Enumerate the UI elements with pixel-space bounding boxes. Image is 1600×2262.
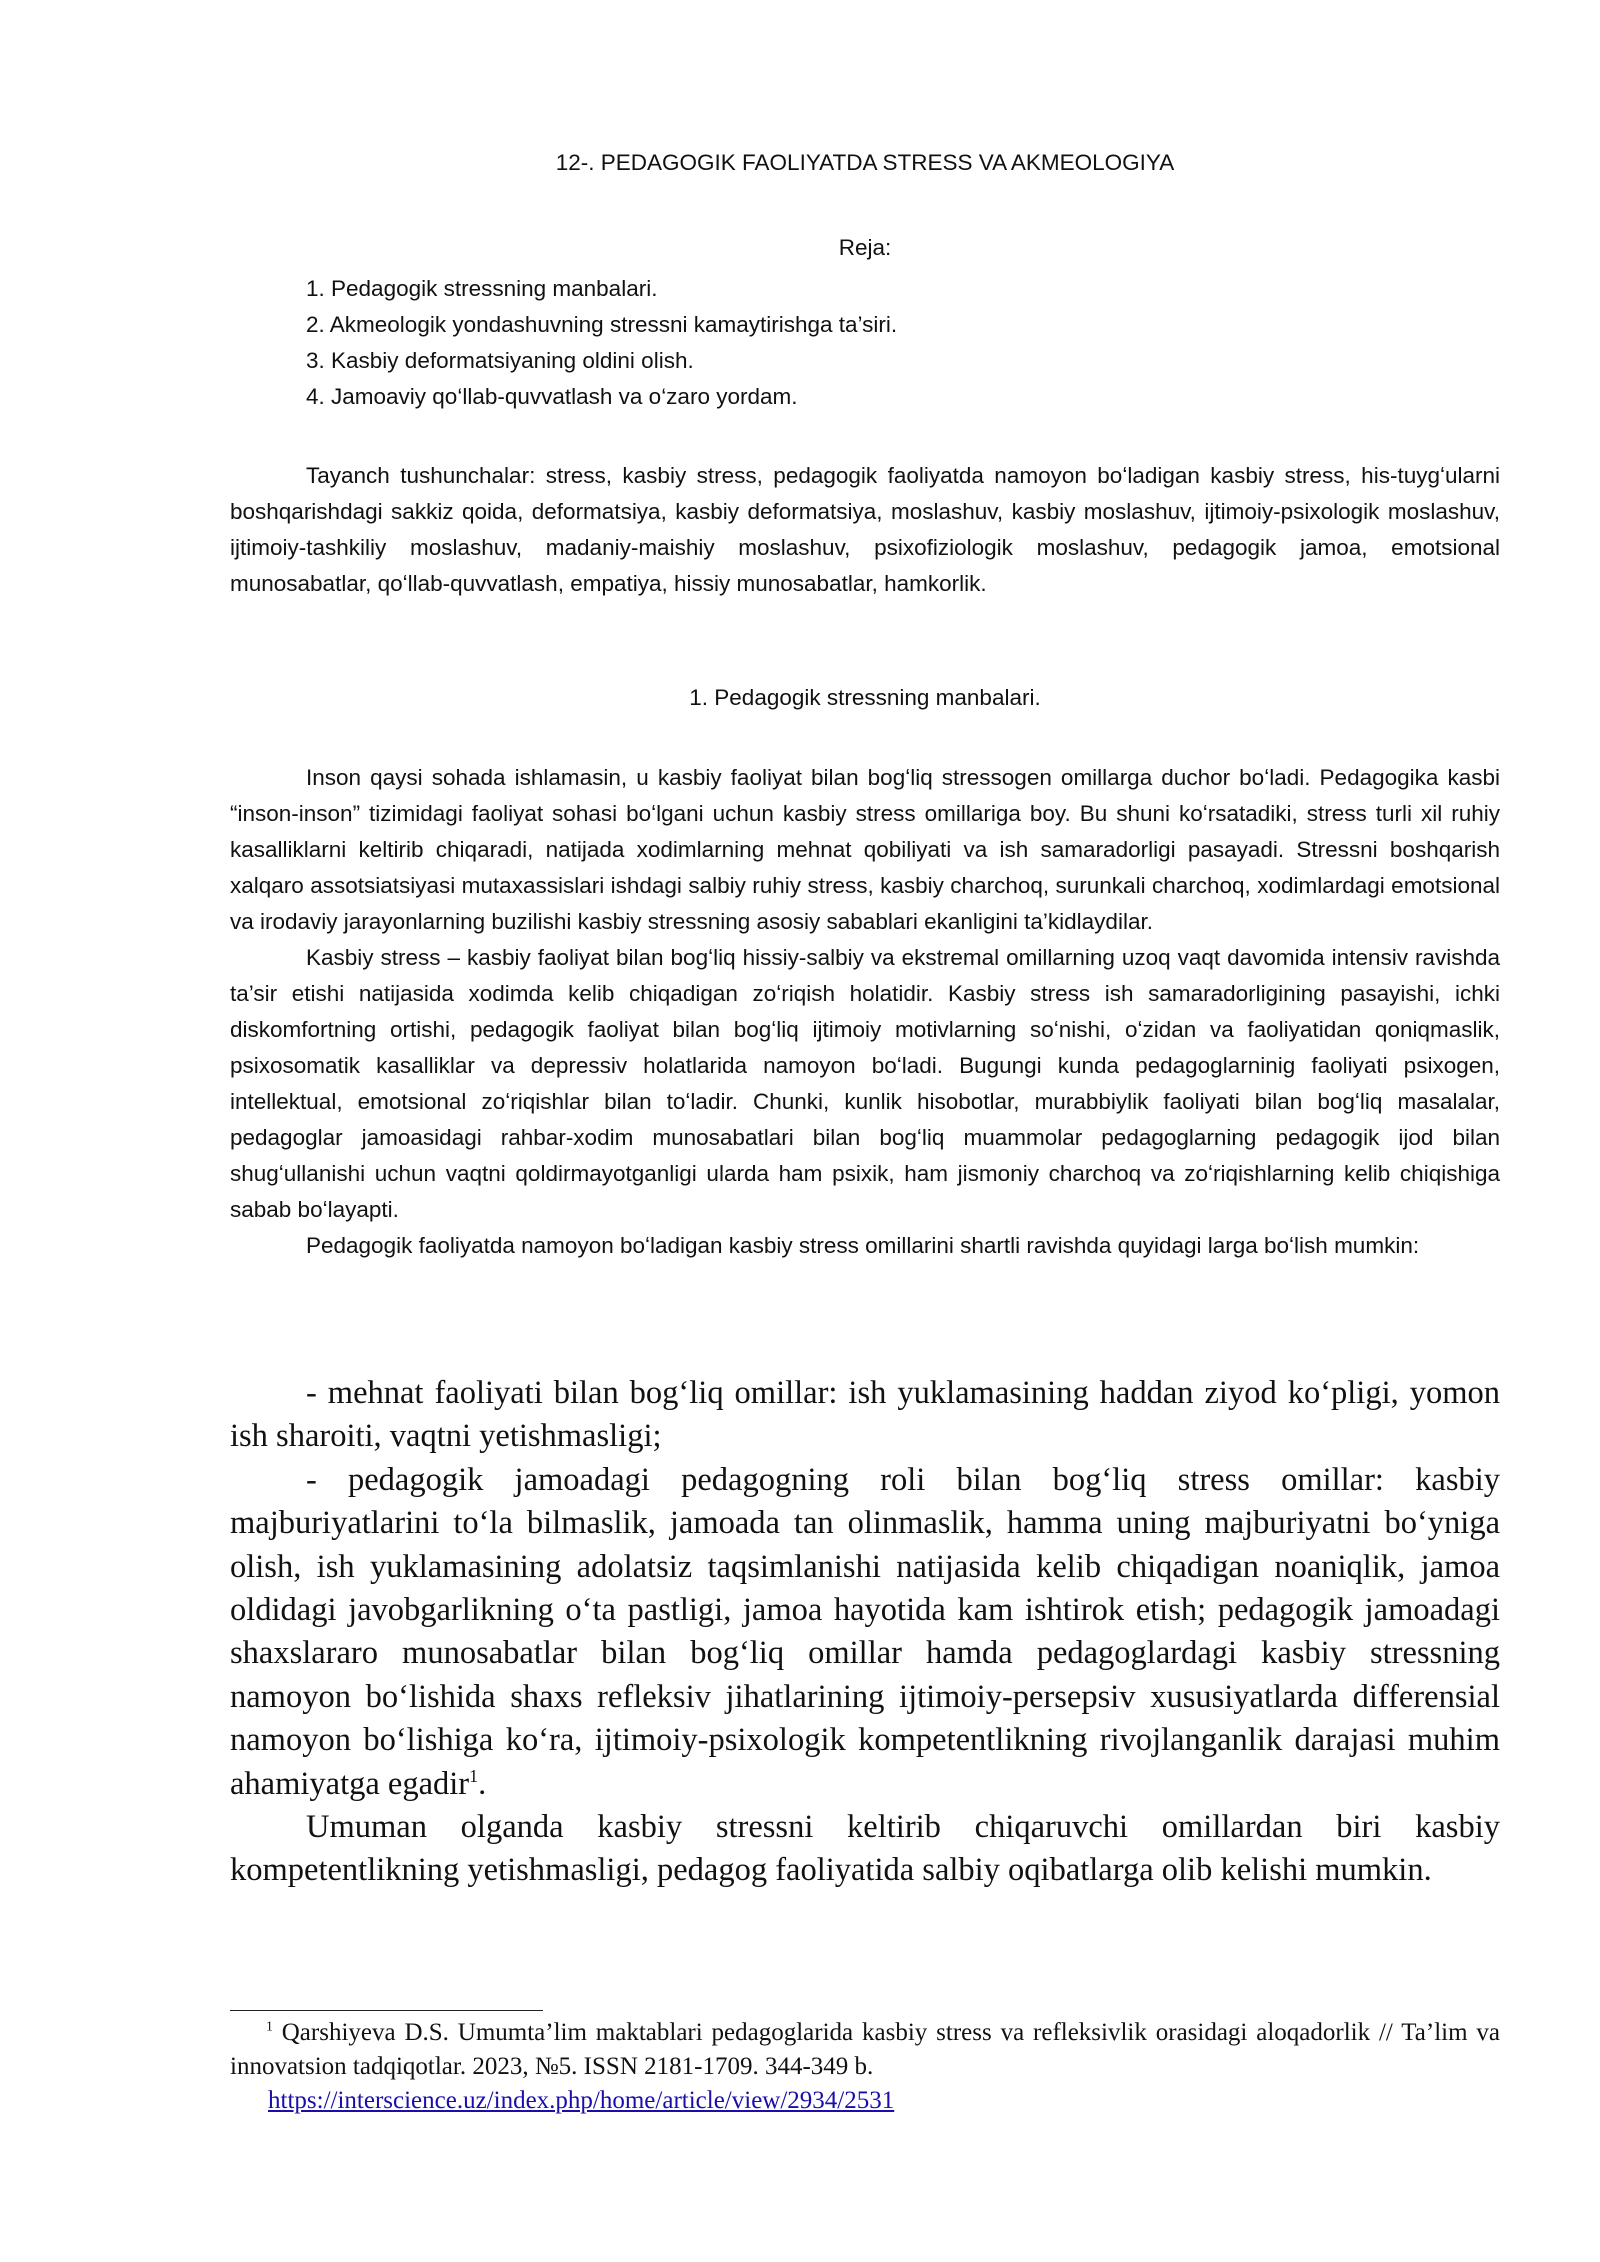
footnote-marker: 1 <box>266 2018 273 2034</box>
footnote-link[interactable]: https://interscience.uz/index.php/home/article/view/2934/2531 <box>268 2087 895 2114</box>
body-paragraph: - pedagogik jamoadagi pedagogning roli bilan bog‘liq stress omillar: kasbiy majburiyatlarini to‘la bilmaslik, jamoada tan olinmaslik, hamma uning majburiyatni bo‘yniga olish, ish yuklamasining adolatsiz taqsimlanishi natijasida kelib chiqadigan noaniqlik, jamoa oldidagi javobgarlikning o‘ta pastligi, jamoa hayotida kam ishtirok etish; pedagogik jamoadagi shaxslararo munosabatlar bilan bog‘liq omillar hamda pedagoglardagi kasbiy stressning namoyon bo‘lishida shaxs refleksiv jihatlarining ijtimoiy-persepsiv xususiyatlarda differensial namoyon bo‘lishiga ko‘ra, ijtimoiy-psixologik kompetentlikning rivojlanganlik darajasi muhim ahamiyatga egadir$^1$. <box>230 1461 1500 1802</box>
key-terms-paragraph: Tayanch tushunchalar: stress, kasbiy stress, pedagogik faoliyatda namoyon boʻladigan kasbiy stress, his-tuygʻularni boshqarishdagi sakkiz qoida, deformatsiya, kasbiy deformatsiya, moslashuv, kasbiy moslashuv, ijtimoiy-psixologik moslashuv, ijtimoiy-tashkiliy moslashuv, madaniy-maishiy moslashuv, psixofiziologik moslashuv, pedagogik jamoa, emotsional munosabatlar, qoʻllab-quvvatlash, empatiya, hissiy munosabatlar, hamkorlik. <box>230 463 1500 596</box>
body-paragraph-text: - pedagogik jamoadagi pedagogning roli bilan bog‘liq stress omillar: kasbiy majburiyatlarini to‘la bilmaslik, jamoada tan olinmaslik, hamma uning majburiyatni bo‘yniga olish, ish yuklamasining adolatsiz taqsimlanishi natijasida kelib chiqadigan noaniqlik, jamoa oldidagi javobgarlikning o‘ta pastligi, jamoa hayotida kam ishtirok etish; pedagogik jamoadagi shaxslararo munosabatlar bilan bog‘liq omillar hamda pedagoglardagi kasbiy stressning namoyon bo‘lishida shaxs refleksiv jihatlarining ijtimoiy-persepsiv xususiyatlarda differensial namoyon bo‘lishiga ko‘ra, ijtimoiy-psixologik kompetentlikning rivojlanganlik darajasi muhim ahamiyatga egadir <box>230 1461 1500 1802</box>
body-paragraph: Kasbiy stress – kasbiy faoliyat bilan bogʻliq hissiy-salbiy va ekstremal omillarning uzoq vaqt davomida intensiv ravishda ta’sir etishi natijasida xodimda kelib chiqadigan zoʻriqish holatidir. Kasbiy stress ish samaradorligining pasayishi, ichki diskomfortning ortishi, pedagogik faoliyat bilan bogʻliq ijtimoiy motivlarning soʻnishi, oʻzidan va faoliyatidan qoniqmaslik, psixosomatik kasalliklar va depressiv holatlarida namoyon boʻladi. Bugungi kunda pedagoglarninig faoliyati psixogen, intellektual, emotsional zoʻriqishlar bilan toʻladir. Chunki, kunlik hisobotlar, murabbiylik faoliyati bilan bogʻliq masalalar, pedagoglar jamoasidagi rahbar-xodim munosabatlari bilan bogʻliq muammolar pedagoglarning pedagogik ijod bilan shugʻullanishi uchun vaqtni qoldirmayotganligi ularda ham psixik, ham jismoniy charchoq va zoʻriqishlarning kelib chiqishiga sabab boʻlayapti. <box>230 945 1500 1222</box>
plan-item: 4. Jamoaviy qo‘llab-quvvatlash va o‘zaro yordam. <box>306 384 798 409</box>
key-terms-block <box>230 458 1500 602</box>
body-serif-block <box>230 1372 1500 1893</box>
footnote-text: Qarshiyeva D.S. Umumta’lim maktablari pedagoglarida kasbiy stress va refleksivlik orasidagi aloqadorlik // Ta’lim va innovatsion tadqiqotlar. 2023, №5. ISSN 2181-1709. 344-349 b. <box>230 2019 1501 2080</box>
body-paragraph: Inson qaysi sohada ishlamasin, u kasbiy faoliyat bilan bogʻliq stressogen omillarga duchor boʻladi. Pedagogika kasbi “inson-inson” tizimidagi faoliyat sohasi boʻlgani uchun kasbiy stress omillariga boy. Bu shuni koʻrsatadiki, stress turli xil ruhiy kasalliklarni keltirib chiqaradi, natijada xodimlarning mehnat qobiliyati va ish samaradorligi pasayadi. Stressni boshqarish xalqaro assotsiatsiyasi mutaxassislari ishdagi salbiy ruhiy stress, kasbiy charchoq, surunkali charchoq, xodimlardagi emotsional va irodaviy jarayonlarning buzilishi kasbiy stressning asosiy sabablari ekanligini ta’kidlaydilar. <box>230 765 1500 934</box>
footnote-divider <box>230 2010 543 2011</box>
plan-item: 3. Kasbiy deformatsiyaning oldini olish. <box>306 348 694 373</box>
plan-item: 2. Akmeologik yondashuvning stressni kamaytirishga ta’siri. <box>306 312 898 337</box>
body-paragraph: Umuman olganda kasbiy stressni keltirib chiqaruvchi omillardan biri kasbiy kompetentlikning yetishmasligi, pedagog faoliyatida salbiy oqibatlarga olib kelishi mumkin. <box>230 1809 1500 1889</box>
section-heading: 1. Pedagogik stressning manbalari. <box>689 685 1041 710</box>
page-title: 12-. PEDAGOGIK FAOLIYATDA STRESS VA AKMEOLOGIYA <box>555 150 1175 175</box>
body-sans-block <box>230 760 1500 1264</box>
plan-heading: Reja: <box>838 235 892 260</box>
plan-item: 1. Pedagogik stressning manbalari. <box>306 276 658 301</box>
footnote <box>230 2016 1500 2118</box>
plan-list <box>306 271 897 415</box>
footnote-reference[interactable]: 1 <box>469 1765 479 1786</box>
body-paragraph: - mehnat faoliyati bilan bog‘liq omillar: ish yuklamasining haddan ziyod ko‘pligi, yomon ish sharoiti, vaqtni yetishmasligi; <box>230 1375 1500 1455</box>
footnote-paragraph <box>230 2016 1500 2118</box>
body-paragraph: Pedagogik faoliyatda namoyon boʻladigan kasbiy stress omillarini shartli ravishda quyidagi larga boʻlish mumkin: <box>306 1233 1420 1258</box>
